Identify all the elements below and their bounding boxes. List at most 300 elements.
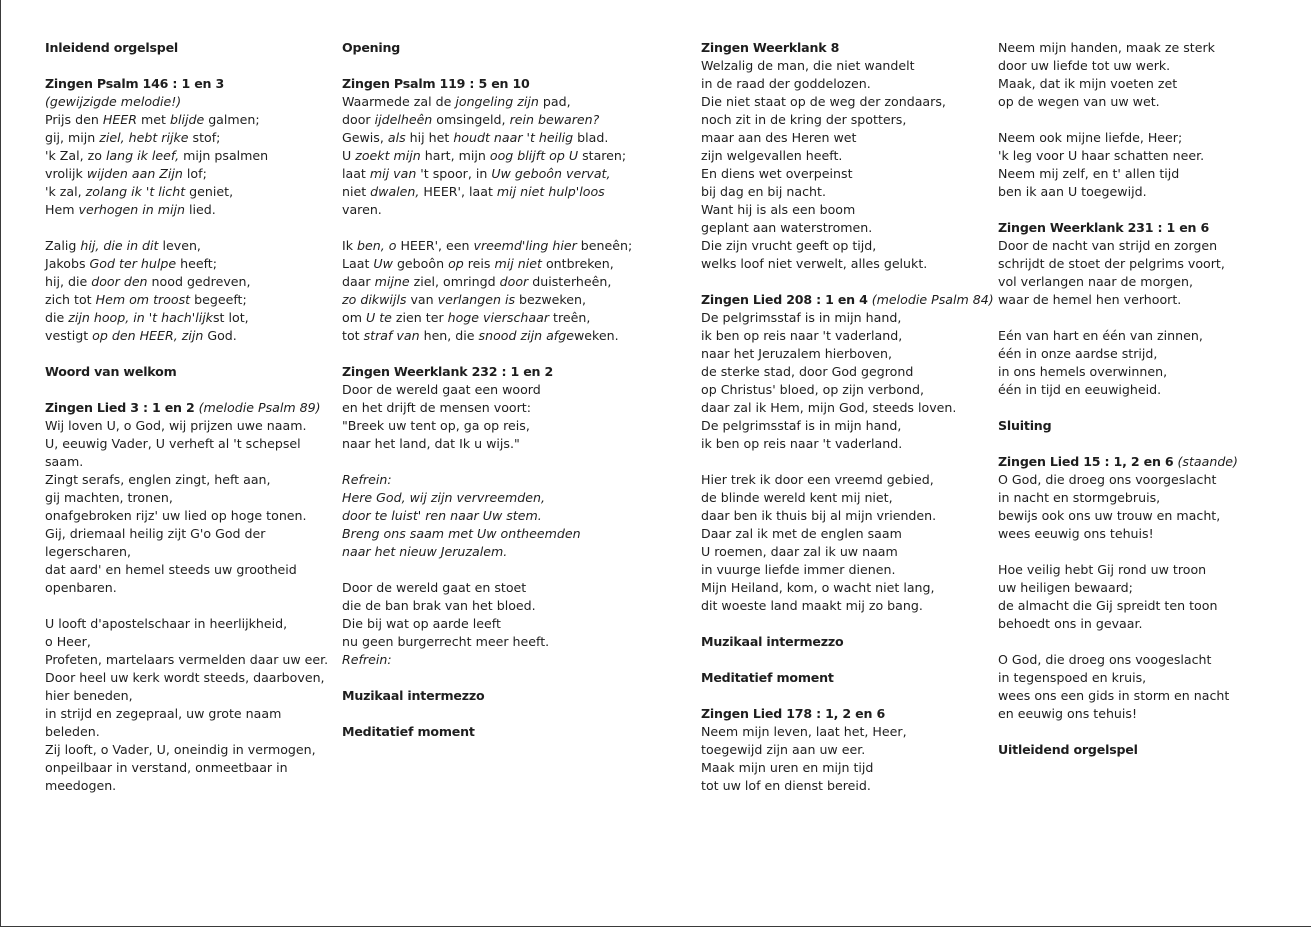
blank-line [45,57,328,75]
line-text: U looft d'apostelschaar in heerlijkheid, [45,616,288,631]
text-line [45,471,328,489]
line-text: pad, [538,94,571,109]
blank-line [701,651,994,669]
blank-line [998,633,1238,651]
section-heading [998,741,1238,759]
text-line [45,327,328,345]
text-line [998,705,1238,723]
italic-text: mijne [374,274,410,289]
blank-line [701,615,994,633]
text-line [701,381,994,399]
line-text: Waarmede zal de [342,94,456,109]
text-line [342,273,632,291]
line-text: in nacht en stormgebruis, [998,490,1161,505]
blank-line [342,705,632,723]
line-text: noch zit in de kring der spotters, [701,112,907,127]
text-line [998,345,1238,363]
text-line [998,147,1238,165]
line-text: gij, mijn [45,130,100,145]
text-line [998,183,1238,201]
heading-text: Meditatief moment [701,670,834,685]
text-line [701,255,994,273]
heading-text: Zingen Lied 178 : 1, 2 en 6 [701,706,886,721]
text-line [342,381,632,399]
text-line [998,39,1238,57]
text-line [998,327,1238,345]
text-line [45,687,328,705]
italic-text: (staande) [1177,454,1238,469]
text-line [342,633,632,651]
text-line [701,579,994,597]
line-text: en het drijft de mensen voort: [342,400,531,415]
text-line [701,597,994,615]
line-text: U, eeuwig Vader, U verheft al 't schepsel [45,436,301,451]
italic-text: ijdelheên [374,112,433,127]
italic-text: HEER [102,112,137,127]
section-heading [701,705,994,723]
line-text: U [342,148,356,163]
blank-line [45,345,328,363]
text-line [45,435,328,453]
italic-text: wijden aan Zijn [86,166,183,181]
text-line [342,309,632,327]
text-line [701,147,994,165]
heading-text: Muzikaal intermezzo [701,634,844,649]
text-line [701,399,994,417]
text-line [342,579,632,597]
line-text: in vuurge liefde immer dienen. [701,562,896,577]
text-line [45,777,328,795]
blank-line [998,543,1238,561]
line-text: HEER', een [396,238,474,253]
text-line [342,417,632,435]
text-line [45,633,328,651]
text-line [701,75,994,93]
blank-line [998,723,1238,741]
line-text: de almacht die Gij spreidt ten toon [998,598,1218,613]
italic-text: op [448,256,464,271]
italic-text: door den [91,274,148,289]
text-line [701,345,994,363]
heading-text: Inleidend orgelspel [45,40,179,55]
line-text: door uw liefde tot uw werk. [998,58,1171,73]
line-text: leven, [158,238,201,253]
text-line [45,165,328,183]
text-line [701,93,994,111]
section-heading [342,687,632,705]
line-text: op de wegen van uw wet. [998,94,1160,109]
blank-line [342,669,632,687]
italic-text: U te [365,310,392,325]
section-heading [701,669,994,687]
italic-text: lang ik leef, [105,148,180,163]
line-text: zich tot [45,292,96,307]
blank-line [45,597,328,615]
line-text: welks loof niet verwelt, alles gelukt. [701,256,928,271]
line-text: stof; [188,130,221,145]
line-text: En diens wet overpeinst [701,166,853,181]
line-text: Gewis, [342,130,388,145]
text-line [701,777,994,795]
text-line [998,525,1238,543]
italic-text: zoekt mijn [355,148,421,163]
italic-text: (melodie Psalm 89) [198,400,321,415]
text-line [342,165,632,183]
line-text: Laat [342,256,374,271]
line-text: uw heiligen bewaard; [998,580,1133,595]
heading-text: Sluiting [998,418,1052,433]
italic-text: op den HEER, zijn [92,328,204,343]
heading-text: Zingen Weerklank 232 : 1 en 2 [342,364,554,379]
line-text: Hem [45,202,79,217]
line-text: Die bij wat op aarde leeft [342,616,501,631]
line-text: de sterke stad, door God gegrond [701,364,914,379]
line-text: van [406,292,438,307]
heading-text: Zingen Psalm 146 : 1 en 3 [45,76,225,91]
text-line [998,237,1238,255]
text-line [998,651,1238,669]
line-text: één in tijd en eeuwigheid. [998,382,1162,397]
text-line [342,597,632,615]
section-heading [45,39,328,57]
line-text: Neem mij zelf, en t' allen tijd [998,166,1180,181]
line-text: in ons hemels overwinnen, [998,364,1168,379]
line-text: hij het [405,130,454,145]
italic-text: Uw geboôn vervat, [491,166,611,181]
section-heading [342,363,632,381]
line-text: dat aard' en hemel steeds uw grootheid [45,562,297,577]
text-line [701,417,994,435]
italic-text: hoge vierschaar [447,310,550,325]
text-line [998,507,1238,525]
heading-text: Woord van welkom [45,364,177,379]
line-text: naar het land, dat Ik u wijs." [342,436,520,451]
section-heading [342,39,632,57]
text-line [701,57,994,75]
line-text: legerscharen, [45,544,131,559]
line-text: HEER', laat [419,184,497,199]
text-line [45,237,328,255]
line-text: bij dag en bij nacht. [701,184,826,199]
text-line [701,219,994,237]
text-line [342,471,632,489]
blank-line [998,435,1238,453]
text-line [701,489,994,507]
line-text: door [342,112,375,127]
section-heading [701,633,994,651]
line-text: geplant aan waterstromen. [701,220,873,235]
line-text: waar de hemel hen verhoort. [998,292,1182,307]
text-line [701,741,994,759]
line-text: Neem ook mijne liefde, Heer; [998,130,1183,145]
line-text: maar aan des Heren wet [701,130,857,145]
section-heading [998,453,1238,471]
heading-text: Zingen Psalm 119 : 5 en 10 [342,76,530,91]
line-text: de blinde wereld kent mij niet, [701,490,893,505]
line-text: niet [342,184,371,199]
line-text: met [136,112,170,127]
text-line [45,309,328,327]
text-line [45,147,328,165]
text-line [998,363,1238,381]
line-text: wees eeuwig ons tehuis! [998,526,1154,541]
text-line [998,489,1238,507]
text-line [998,93,1238,111]
line-text: omsingeld, [432,112,510,127]
italic-text: verhogen in mijn [78,202,186,217]
italic-text: jongeling zijn [455,94,539,109]
line-text: die de ban brak van het bloed. [342,598,536,613]
italic-text: (melodie Psalm 84) [871,292,994,307]
line-text: vestigt [45,328,93,343]
line-text: ontbreken, [541,256,614,271]
line-text: ik ben op reis naar 't vaderland, [701,328,903,343]
line-text: Neem mijn leven, laat het, Heer, [701,724,907,739]
heading-text: Opening [342,40,401,55]
line-text: duisterheên, [528,274,612,289]
text-line [701,507,994,525]
text-line [998,615,1238,633]
line-text: zien ter [391,310,448,325]
text-line [998,255,1238,273]
text-line [342,507,632,525]
italic-text: door [499,274,529,289]
text-line [342,129,632,147]
section-heading [342,723,632,741]
italic-text: Hem om troost [95,292,191,307]
heading-text: Muzikaal intermezzo [342,688,485,703]
blank-line [342,561,632,579]
line-text: behoedt ons in gevaar. [998,616,1143,631]
line-text: Die niet staat op de weg der zondaars, [701,94,946,109]
text-line [701,111,994,129]
text-line [998,57,1238,75]
italic-text: dwalen, [370,184,420,199]
line-text: één in onze aardse strijd, [998,346,1158,361]
blank-line [701,273,994,291]
text-line [342,93,632,111]
line-text: wees ons een gids in storm en nacht [998,688,1230,703]
line-text: openbaren. [45,580,117,595]
section-heading [45,75,328,93]
line-text: in de raad der goddelozen. [701,76,871,91]
italic-text: (gewijzigde melodie!) [45,94,182,109]
text-line [45,759,328,777]
text-line [998,597,1238,615]
line-text: Wij loven U, o God, wij prijzen uwe naam. [45,418,307,433]
line-text: begeeft; [190,292,247,307]
section-heading [342,75,632,93]
italic-text: Here God, wij zijn vervreemden, [342,490,546,505]
blank-line [342,453,632,471]
line-text: toegewijd zijn aan uw eer. [701,742,866,757]
section-heading [701,39,994,57]
italic-text: rein bewaren? [509,112,600,127]
text-line [701,525,994,543]
text-line [998,579,1238,597]
line-text: lof; [182,166,207,181]
text-line [342,525,632,543]
text-line [45,705,328,723]
text-line [998,381,1238,399]
line-text: zijn welgevallen heeft. [701,148,843,163]
text-line [701,183,994,201]
italic-text: ziel, hebt rijke [99,130,189,145]
line-text: De pelgrimsstaf is in mijn hand, [701,310,902,325]
text-line [998,129,1238,147]
blank-line [998,111,1238,129]
heading-text: Zingen Lied 208 : 1 en 4 [701,292,868,307]
text-line [998,273,1238,291]
line-text: 't spoor, in [416,166,492,181]
blank-line [998,399,1238,417]
text-line [342,327,632,345]
line-text: beneên; [576,238,633,253]
line-text: nu geen burgerrecht meer heeft. [342,634,550,649]
line-text: heeft; [176,256,217,271]
line-text: Zalig [45,238,81,253]
text-line [701,543,994,561]
section-heading [45,399,328,417]
line-text: Maak, dat ik mijn voeten zet [998,76,1178,91]
line-text: O God, die droeg ons voorgeslacht [998,472,1217,487]
blank-line [342,57,632,75]
text-line [701,759,994,777]
text-line [701,129,994,147]
text-line [45,741,328,759]
line-text: varen. [342,202,382,217]
heading-text: Uitleidend orgelspel [998,742,1138,757]
line-text: en eeuwig ons tehuis! [998,706,1138,721]
text-line [998,669,1238,687]
italic-text: blijde [169,112,205,127]
line-text: tot [342,328,364,343]
text-line [342,435,632,453]
line-text: geniet, [185,184,234,199]
line-text: treên, [549,310,591,325]
line-text: Gij, driemaal heilig zijt G'o God der [45,526,266,541]
text-line [701,309,994,327]
text-line [701,561,994,579]
text-line [45,183,328,201]
text-line [45,111,328,129]
blank-line [342,345,632,363]
line-text: gij machten, tronen, [45,490,173,505]
italic-text: mij van [369,166,417,181]
text-line [701,237,994,255]
italic-text: als [387,130,406,145]
line-text: weken. [573,328,619,343]
heading-text: Meditatief moment [342,724,475,739]
line-text: Profeten, martelaars vermelden daar uw eer. [45,652,329,667]
text-line [45,291,328,309]
line-text: God. [203,328,237,343]
line-text: Eén van hart en één van zinnen, [998,328,1203,343]
italic-text: Refrein: [342,652,392,667]
line-text: Ik [342,238,358,253]
blank-line [998,309,1238,327]
italic-text: verlangen is [437,292,516,307]
line-text: Door de nacht van strijd en zorgen [998,238,1218,253]
text-line [45,489,328,507]
italic-text: Breng ons saam met Uw ontheemden [342,526,581,541]
line-text: dit woeste land maakt mij zo bang. [701,598,923,613]
line-text: Want hij is als een boom [701,202,856,217]
blank-line [45,219,328,237]
line-text: 'k leg voor U haar schatten neer. [998,148,1205,163]
text-line [342,255,632,273]
text-line [342,183,632,201]
text-line [342,291,632,309]
text-line [342,201,632,219]
text-line [45,453,328,471]
line-text: bewijs ook ons uw trouw en macht, [998,508,1221,523]
line-text: Welzalig de man, die niet wandelt [701,58,915,73]
blank-line [701,453,994,471]
text-line [998,165,1238,183]
line-text: bezweken, [515,292,586,307]
line-text: st lot, [212,310,249,325]
text-line [342,111,632,129]
blank-line [342,219,632,237]
italic-text: ben, o [357,238,397,253]
italic-text: vreemd'ling hier [473,238,577,253]
line-text: in tegenspoed en kruis, [998,670,1147,685]
text-line [998,291,1238,309]
italic-text: door te luist' ren naar Uw stem. [342,508,542,523]
line-text: Door de wereld gaat en stoet [342,580,527,595]
line-text: laat [342,166,370,181]
text-line [998,687,1238,705]
line-text: daar zal ik Hem, mijn God, steeds loven. [701,400,957,415]
line-text: Prijs den [45,112,103,127]
italic-text: mij niet hulp'loos [496,184,605,199]
heading-text: Zingen Lied 15 : 1, 2 en 6 [998,454,1174,469]
text-line [45,273,328,291]
text-line [45,93,328,111]
text-line [45,201,328,219]
text-line [998,75,1238,93]
line-text: daar ben ik thuis bij al mijn vrienden. [701,508,937,523]
line-text: Door heel uw kerk wordt steeds, daarboven, [45,670,325,685]
text-line [45,543,328,561]
line-text: meedogen. [45,778,117,793]
italic-text: oog blijft op U [489,148,579,163]
blank-line [998,201,1238,219]
blank-line [701,687,994,705]
column-3 [701,39,994,795]
text-line [45,417,328,435]
text-line [701,723,994,741]
line-text: Maak mijn uren en mijn tijd [701,760,874,775]
text-line [701,435,994,453]
text-line [45,507,328,525]
italic-text: houdt naar 't heilig [453,130,574,145]
italic-text: zo dikwijls [342,292,407,307]
line-text: nood gedreven, [147,274,251,289]
text-line [45,651,328,669]
line-text: 'k zal, [45,184,86,199]
italic-text: snood zijn afge [478,328,574,343]
text-line [701,327,994,345]
line-text: staren; [578,148,627,163]
line-text: in strijd en zegepraal, uw grote naam [45,706,282,721]
blank-line [45,381,328,399]
section-heading [998,219,1238,237]
line-text: hen, die [419,328,479,343]
text-line [701,201,994,219]
text-line [342,399,632,417]
